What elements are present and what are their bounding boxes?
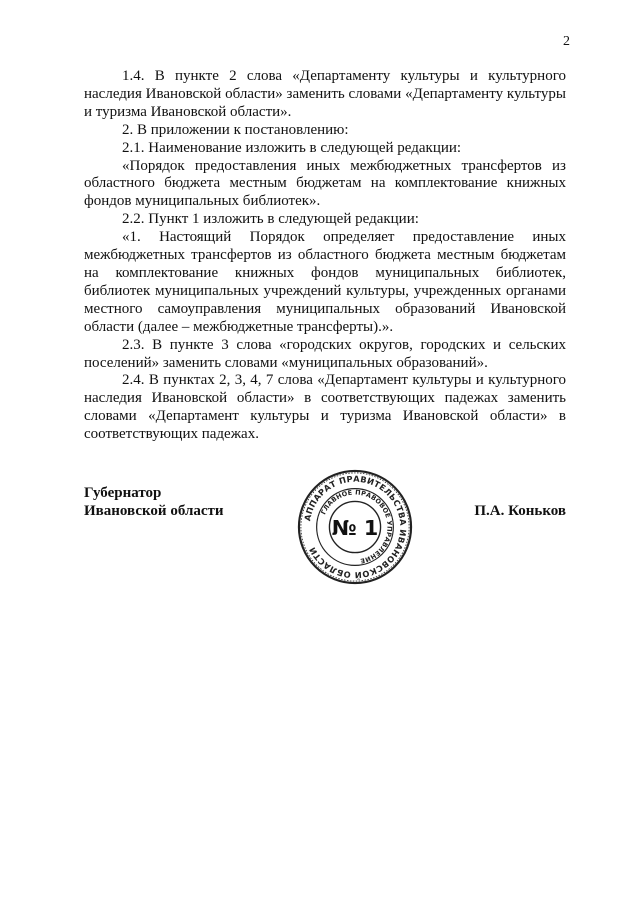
paragraph-2-1-title: «Порядок предоставления иных межбюджетных трансфертов из областного бюджета местным бюджетам на комплектование книжных фондов муниципальных библиотек». [84,157,566,210]
seal-number: № 1 [331,515,379,540]
signature-block [84,468,566,588]
paragraph-2-4: 2.4. В пунктах 2, 3, 4, 7 слова «Департамент культуры и культурного наследия Ивановской области» в соответствующих падежах заменить словами «Департамент культуры и туризма Ивановской области» в соответствующих падежах. [84,372,566,443]
paragraph-2-2-text: «1. Настоящий Порядок определяет предоставление иных межбюджетных трансфертов из областного бюджета местным бюджетам на комплектование книжных фондов муниципальных библиотек, библиотек муниципальных учреждений культуры, учрежденных органами местного самоуправления муниципальных образований Ивановской области (далее – межбюджетные трансферты).». [84,229,566,335]
page-number: 2 [563,34,570,49]
paragraph-2-2: 2.2. Пункт 1 изложить в следующей редакции: [122,211,419,228]
seal-outer-text: АППАРАТ ПРАВИТЕЛЬСТВА ИВАНОВСКОЙ ОБЛАСТИ [302,473,409,581]
document-body [84,68,566,444]
seal-inner-text: ГЛАВНОЕ ПРАВОВОЕ УПРАВЛЕНИЕ [319,488,394,566]
paragraph-2-1: 2.1. Наименование изложить в следующей редакции: [122,139,462,156]
paragraph-2: 2. В приложении к постановлению: [122,121,349,138]
official-seal-stamp [296,468,414,586]
signer-title-line-2: Ивановской области [84,503,224,519]
signer-title [84,484,224,520]
paragraph-1-4: 1.4. В пункте 2 слова «Департаменту культуры и культурного наследия Ивановской области» заменить словами «Департаменту культуры и туризма Ивановской области». [84,68,566,120]
paragraph-2-3: 2.3. В пункте 3 слова «городских округов, городских и сельских поселений» заменить словами «муниципальных образований». [84,336,566,371]
signer-name: П.А. Коньков [474,503,566,519]
signer-title-line-1: Губернатор [84,485,162,501]
